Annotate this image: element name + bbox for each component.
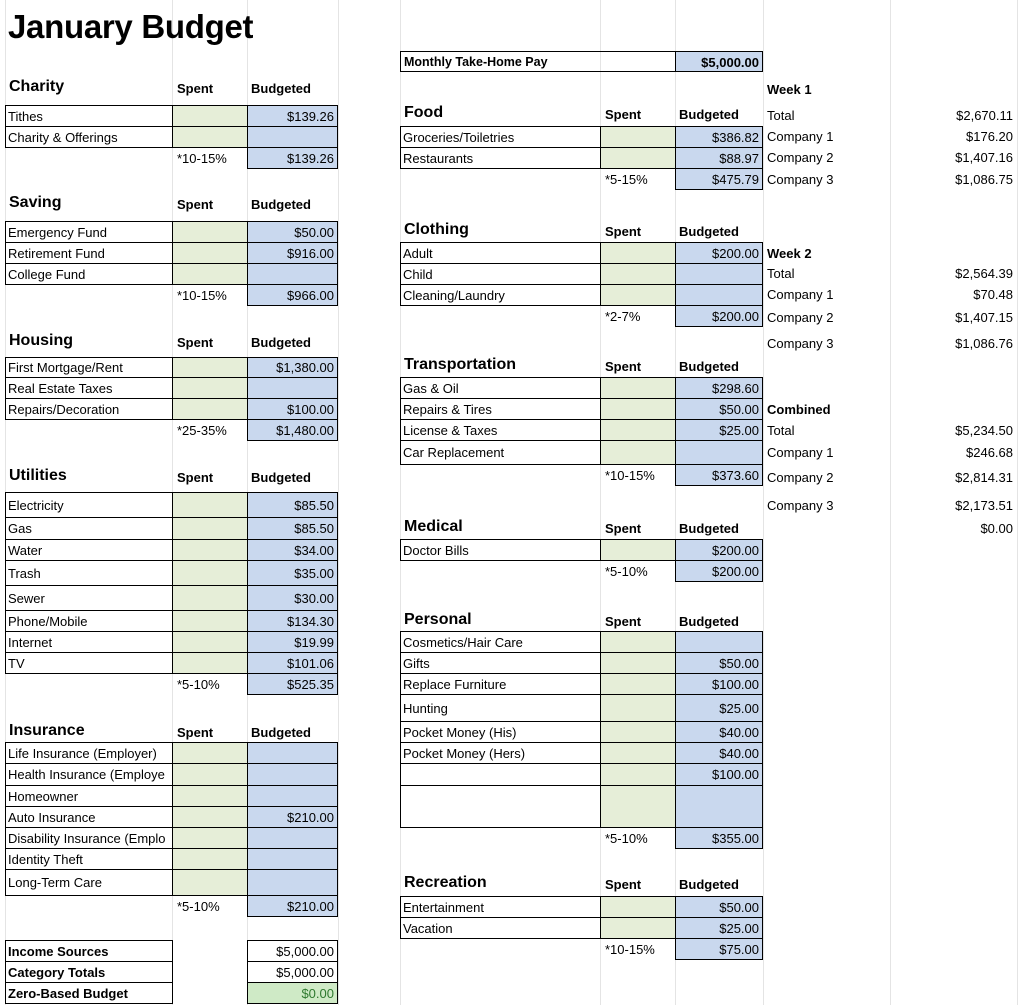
weekly-value: $1,407.16 <box>955 149 1013 165</box>
percent-guideline: *5-10% <box>177 898 220 914</box>
weekly-value: $1,086.75 <box>955 171 1013 187</box>
budget-item-value: $40.00 <box>719 745 759 761</box>
budget-item-value <box>248 378 337 398</box>
budget-item-value: $298.60 <box>712 380 759 396</box>
budget-total-value: $75.00 <box>719 941 759 957</box>
section-title-insurance: Insurance <box>9 722 85 739</box>
budget-total-value: $210.00 <box>287 898 334 914</box>
budget-item-label: Electricity <box>8 497 64 513</box>
spent-input-cell[interactable] <box>172 492 248 518</box>
budget-item-label: Pocket Money (His) <box>403 724 517 740</box>
budget-item-value <box>676 632 762 652</box>
budget-item-value: $101.06 <box>287 655 334 671</box>
budget-item-value: $35.00 <box>294 565 334 581</box>
budget-item-label: Repairs/Decoration <box>8 401 120 417</box>
budget-item-label: Retirement Fund <box>8 245 105 261</box>
section-title-personal: Personal <box>404 611 472 628</box>
weekly-title-combined: Combined <box>767 401 831 417</box>
budget-item-value <box>248 743 337 763</box>
spent-input-cell[interactable] <box>172 539 248 561</box>
budgeted-header: Budgeted <box>679 520 739 536</box>
spent-input-cell[interactable] <box>600 763 676 786</box>
section-title-charity: Charity <box>9 78 65 95</box>
budget-item-label: Disability Insurance (Emplo <box>8 830 166 846</box>
budget-item-value: $25.00 <box>719 920 759 936</box>
spent-input-cell[interactable] <box>600 440 676 465</box>
spent-input-cell[interactable] <box>600 896 676 918</box>
budgeted-header: Budgeted <box>679 106 739 122</box>
budget-item-value <box>676 264 762 284</box>
spent-input-cell[interactable] <box>172 848 248 870</box>
budget-item-label: Phone/Mobile <box>8 613 88 629</box>
weekly-label: Company 2 <box>767 309 834 325</box>
budget-item-label: Groceries/Toiletries <box>403 129 515 145</box>
summary-value-income: $5,000.00 <box>276 943 334 959</box>
spent-header: Spent <box>605 876 642 892</box>
budget-total-value: $355.00 <box>712 830 759 846</box>
budget-item-value <box>676 441 762 464</box>
budget-item-value <box>248 264 337 284</box>
budget-item-label: Hunting <box>403 700 448 716</box>
spent-input-cell[interactable] <box>600 917 676 939</box>
weekly-label: Company 1 <box>767 444 834 460</box>
budget-item-label: Car Replacement <box>403 445 505 460</box>
budget-item-value: $85.50 <box>294 497 334 513</box>
budgeted-header: Budgeted <box>251 724 311 740</box>
spent-input-cell[interactable] <box>172 357 248 378</box>
budget-item-label: Gifts <box>403 655 430 671</box>
budget-item-value: $25.00 <box>719 700 759 716</box>
budgeted-header: Budgeted <box>251 80 311 96</box>
budget-item-label: Real Estate Taxes <box>8 380 113 396</box>
budget-item-label: Tithes <box>8 108 43 124</box>
budget-item-label: Gas & Oil <box>403 380 459 396</box>
percent-guideline: *5-15% <box>605 171 648 187</box>
budget-item-label: Charity & Offerings <box>8 129 118 145</box>
section-title-saving: Saving <box>9 194 62 211</box>
weekly-label: Total <box>767 265 795 281</box>
budget-item-label: TV <box>8 655 25 671</box>
budget-item-value: $134.30 <box>287 613 334 629</box>
budget-item-value: $50.00 <box>719 899 759 915</box>
budget-item-label: Restaurants <box>403 150 474 166</box>
weekly-value: $2,670.11 <box>956 107 1013 123</box>
weekly-value: $5,234.50 <box>955 422 1013 438</box>
spent-input-cell[interactable] <box>600 263 676 285</box>
budget-item-value: $25.00 <box>719 422 759 438</box>
budget-total-value: $373.60 <box>712 467 759 483</box>
budget-item-value <box>248 849 337 869</box>
budgeted-header: Budgeted <box>679 223 739 239</box>
weekly-value: $2,564.39 <box>955 265 1013 281</box>
budget-item-value: $386.82 <box>712 129 759 145</box>
section-title-utilities: Utilities <box>9 467 67 484</box>
summary-label-totals: Category Totals <box>8 964 106 980</box>
budgeted-header: Budgeted <box>679 358 739 374</box>
budget-item-value: $85.50 <box>294 521 334 536</box>
weekly-label: Company 3 <box>767 497 834 513</box>
budget-item-label: Pocket Money (Hers) <box>403 745 526 761</box>
spent-input-cell[interactable] <box>600 631 676 653</box>
weekly-label: Company 1 <box>767 286 834 302</box>
percent-guideline: *5-10% <box>605 830 648 846</box>
spent-header: Spent <box>605 520 642 536</box>
budget-total-value: $200.00 <box>712 563 759 579</box>
spent-header: Spent <box>177 80 214 96</box>
budget-total-value: $525.35 <box>287 676 334 692</box>
budget-item-value <box>248 786 337 806</box>
budget-total-value: $475.79 <box>712 171 759 187</box>
budget-total-value: $139.26 <box>287 150 334 166</box>
percent-guideline: *2-7% <box>605 308 641 324</box>
budget-item-label: Trash <box>8 565 41 581</box>
spent-header: Spent <box>605 358 642 374</box>
percent-guideline: *25-35% <box>177 422 227 438</box>
budget-item-value: $30.00 <box>294 590 334 606</box>
spent-input-cell[interactable] <box>600 742 676 764</box>
spent-input-cell[interactable] <box>172 398 248 420</box>
gridline <box>338 0 339 1005</box>
budgeted-header: Budgeted <box>679 876 739 892</box>
budget-item-label <box>401 764 599 785</box>
budget-item-value: $139.26 <box>287 108 334 124</box>
budget-item-value: $200.00 <box>712 245 759 261</box>
budget-item-value <box>676 285 762 305</box>
percent-guideline: *5-10% <box>605 563 648 579</box>
weekly-label: Total <box>767 422 795 438</box>
section-title-food: Food <box>404 104 444 121</box>
spent-input-cell[interactable] <box>172 263 248 285</box>
spent-input-cell[interactable] <box>172 560 248 586</box>
budget-item-value: $210.00 <box>287 809 334 825</box>
spent-header: Spent <box>605 106 642 122</box>
spent-input-cell[interactable] <box>600 147 676 169</box>
budgeted-header: Budgeted <box>251 469 311 485</box>
budget-item-label: Internet <box>8 634 53 650</box>
budgeted-header: Budgeted <box>251 334 311 350</box>
spent-input-cell[interactable] <box>172 806 248 828</box>
budget-item-label: Cleaning/Laundry <box>403 287 505 303</box>
budget-item-label: Replace Furniture <box>403 676 507 692</box>
percent-guideline: *10-15% <box>605 467 655 483</box>
budget-total-value: $966.00 <box>287 287 334 303</box>
weekly-label: Company 2 <box>767 469 834 485</box>
budgeted-header: Budgeted <box>679 613 739 629</box>
spent-input-cell[interactable] <box>172 610 248 632</box>
spent-input-cell[interactable] <box>600 694 676 722</box>
budget-total-value: $1,480.00 <box>276 422 334 438</box>
spent-input-cell[interactable] <box>600 652 676 674</box>
budget-item-label: Long-Term Care <box>8 875 102 890</box>
budget-item-label: College Fund <box>8 266 86 282</box>
budget-item-value: $50.00 <box>294 224 334 240</box>
spent-input-cell[interactable] <box>600 242 676 264</box>
spent-header: Spent <box>605 613 642 629</box>
budget-item-label: Health Insurance (Employe <box>8 767 165 782</box>
budget-item-label: First Mortgage/Rent <box>8 360 123 375</box>
budget-item-value: $19.99 <box>294 634 334 650</box>
budget-item-value <box>248 127 337 147</box>
spent-input-cell[interactable] <box>600 377 676 399</box>
budget-item-label: Vacation <box>403 920 453 936</box>
spent-input-cell[interactable] <box>172 785 248 807</box>
section-title-clothing: Clothing <box>404 221 469 238</box>
budget-item-label: Adult <box>403 245 433 261</box>
weekly-value: $70.48 <box>973 286 1013 302</box>
budget-item-label: Homeowner <box>8 788 79 804</box>
summary-value-totals: $5,000.00 <box>276 964 334 980</box>
weekly-value: $0.00 <box>980 520 1013 536</box>
spent-input-cell[interactable] <box>600 673 676 695</box>
budget-item-label <box>401 786 599 827</box>
budget-item-value: $100.00 <box>287 401 334 417</box>
budget-item-value: $50.00 <box>719 655 759 671</box>
budget-item-value: $34.00 <box>294 542 334 558</box>
budget-item-label: Doctor Bills <box>403 542 469 558</box>
summary-label-zero: Zero-Based Budget <box>8 985 128 1001</box>
spent-input-cell[interactable] <box>600 785 676 828</box>
weekly-value: $2,814.31 <box>955 469 1013 485</box>
weekly-label: Company 1 <box>767 128 834 144</box>
summary-label-income: Income Sources <box>8 943 109 959</box>
budget-item-value <box>248 870 337 895</box>
budget-item-label: Identity Theft <box>8 851 83 867</box>
spent-input-cell[interactable] <box>172 517 248 540</box>
spent-input-cell[interactable] <box>600 539 676 561</box>
budget-item-label: Gas <box>8 521 32 536</box>
budget-item-label: Entertainment <box>403 899 484 915</box>
budget-item-label: Life Insurance (Employer) <box>8 745 157 761</box>
budget-item-value: $100.00 <box>712 767 759 782</box>
spent-input-cell[interactable] <box>172 763 248 786</box>
spent-input-cell[interactable] <box>600 419 676 441</box>
weekly-label: Total <box>767 107 795 123</box>
weekly-value: $246.68 <box>966 444 1013 460</box>
section-title-recreation: Recreation <box>404 874 487 891</box>
budget-item-value <box>676 786 762 827</box>
budget-item-label: Sewer <box>8 590 45 606</box>
section-title-housing: Housing <box>9 332 73 349</box>
spent-header: Spent <box>177 724 214 740</box>
spent-input-cell[interactable] <box>172 742 248 764</box>
spent-input-cell[interactable] <box>172 377 248 399</box>
budget-item-label: License & Taxes <box>403 422 498 438</box>
weekly-title-week1: Week 1 <box>767 81 812 97</box>
spent-header: Spent <box>177 196 214 212</box>
spent-input-cell[interactable] <box>600 398 676 420</box>
budget-item-value: $100.00 <box>712 676 759 692</box>
budget-item-value <box>248 764 337 785</box>
gridline <box>763 0 764 1005</box>
budget-item-value: $1,380.00 <box>276 360 334 375</box>
budget-item-value: $916.00 <box>287 245 334 261</box>
budget-item-label: Auto Insurance <box>8 809 96 825</box>
percent-guideline: *10-15% <box>177 150 227 166</box>
budget-item-value: $200.00 <box>712 542 759 558</box>
weekly-value: $1,407.15 <box>955 309 1013 325</box>
budget-total-value: $200.00 <box>712 308 759 324</box>
take-home-value: $5,000.00 <box>701 54 759 70</box>
spent-input-cell[interactable] <box>172 221 248 243</box>
budget-item-label: Repairs & Tires <box>403 401 492 417</box>
spent-header: Spent <box>177 469 214 485</box>
spent-input-cell[interactable] <box>172 126 248 148</box>
percent-guideline: *5-10% <box>177 676 220 692</box>
weekly-label: Company 2 <box>767 149 834 165</box>
spent-input-cell[interactable] <box>172 105 248 127</box>
section-title-transportation: Transportation <box>404 356 517 373</box>
weekly-value: $176.20 <box>966 128 1013 144</box>
budget-item-value: $50.00 <box>719 401 759 417</box>
percent-guideline: *10-15% <box>177 287 227 303</box>
page-title: January Budget <box>8 10 254 45</box>
budget-item-value: $88.97 <box>719 150 759 166</box>
budget-item-label: Emergency Fund <box>8 224 107 240</box>
gridline <box>1017 0 1018 1005</box>
budgeted-header: Budgeted <box>251 196 311 212</box>
percent-guideline: *10-15% <box>605 941 655 957</box>
spent-input-cell[interactable] <box>172 585 248 611</box>
budget-item-label: Cosmetics/Hair Care <box>403 634 523 650</box>
budget-item-label: Water <box>8 542 43 558</box>
spent-input-cell[interactable] <box>172 631 248 653</box>
weekly-title-week2: Week 2 <box>767 245 812 261</box>
summary-value-zero: $0.00 <box>301 985 334 1001</box>
spent-input-cell[interactable] <box>172 242 248 264</box>
take-home-label: Monthly Take-Home Pay <box>404 54 548 69</box>
spent-input-cell[interactable] <box>172 869 248 896</box>
weekly-label: Company 3 <box>767 171 834 187</box>
spent-input-cell[interactable] <box>600 126 676 148</box>
spent-input-cell[interactable] <box>172 827 248 849</box>
spent-header: Spent <box>605 223 642 239</box>
spent-input-cell[interactable] <box>600 721 676 743</box>
weekly-label: Company 3 <box>767 335 834 351</box>
spent-input-cell[interactable] <box>600 284 676 306</box>
weekly-value: $2,173.51 <box>955 497 1013 513</box>
spent-header: Spent <box>177 334 214 350</box>
budget-item-value: $40.00 <box>719 724 759 740</box>
weekly-value: $1,086.76 <box>955 335 1013 351</box>
budget-item-value <box>248 828 337 848</box>
spent-input-cell[interactable] <box>172 652 248 674</box>
budget-item-label: Child <box>403 266 433 282</box>
section-title-medical: Medical <box>404 518 463 535</box>
